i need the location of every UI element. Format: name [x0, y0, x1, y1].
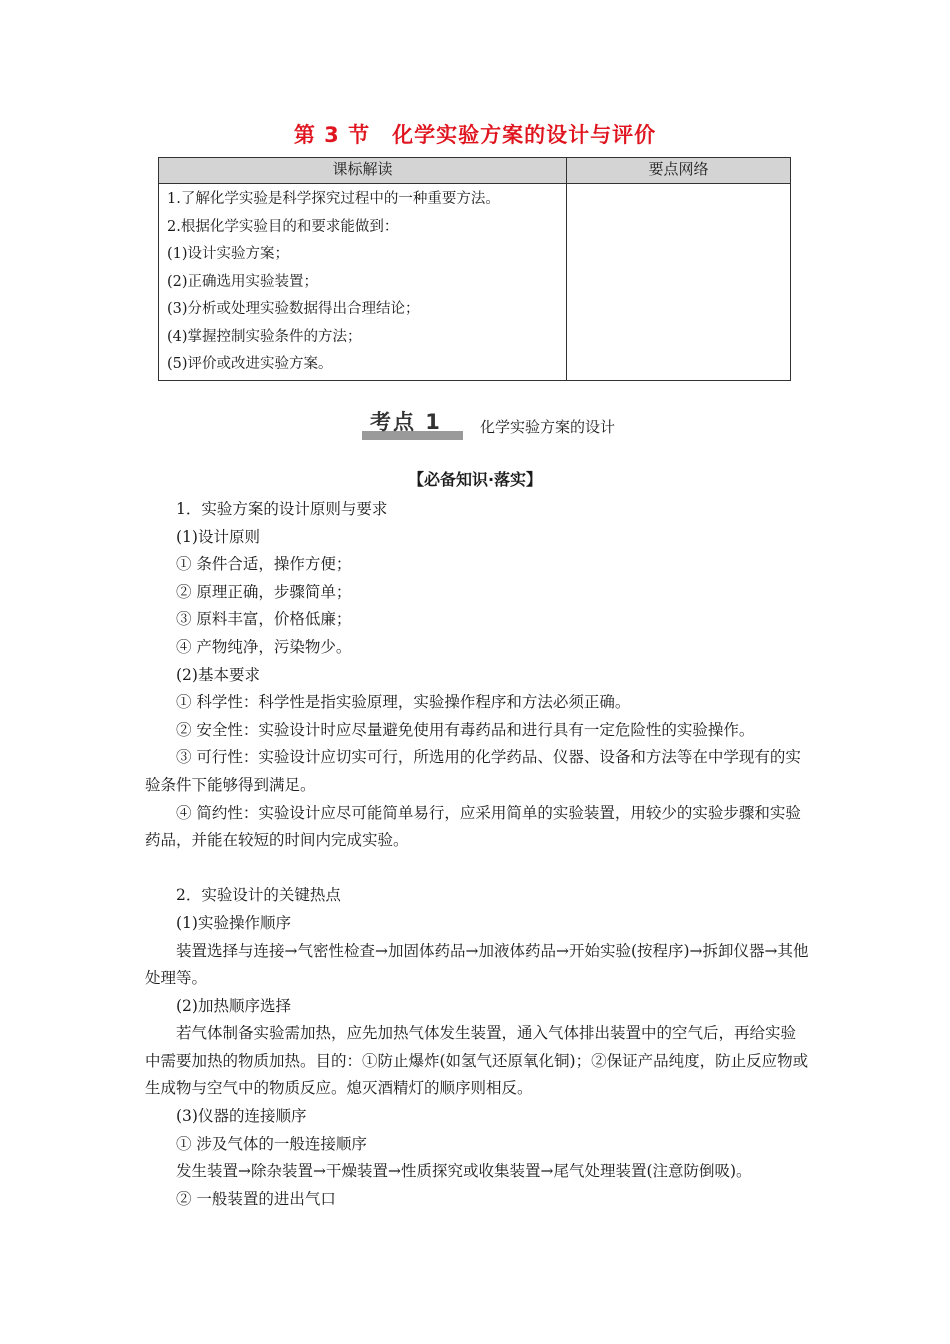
subheading: (2)基本要求	[176, 665, 260, 684]
curriculum-standards-table	[158, 157, 791, 381]
exam-point-badge-label: 考点 1	[370, 410, 442, 434]
list-item: ③ 原料丰富，价格低廉；	[176, 610, 352, 629]
list-item: ④ 产物纯净，污染物少。	[176, 637, 352, 656]
paragraph-gap	[145, 855, 809, 883]
list-item: ① 涉及气体的一般连接顺序	[176, 1134, 367, 1153]
subheading: (1)设计原则	[176, 527, 260, 546]
subheading: (3)仪器的连接顺序	[176, 1107, 307, 1126]
list-item: ② 原理正确，步骤简单；	[176, 582, 352, 601]
section-title: 第 3 节 化学实验方案的设计与评价	[293, 123, 657, 147]
paragraph: 若气体制备实验需加热，应先加热气体发生装置，通入气体排出装置中的空气后，再给实验中需要加热的物质加热。目的：①防止爆炸(如氢气还原氧化铜)；②保证产品纯度，防止反应物或生成物与空气中的物质反应。熄灭酒精灯的顺序则相反。	[145, 1024, 809, 1098]
standards-line: (3)分析或处理实验数据得出合理结论；	[167, 301, 420, 317]
list-item: ① 科学性：科学性是指实验原理，实验操作程序和方法必须正确。	[176, 693, 631, 712]
standards-line: 1.了解化学实验是科学探究过程中的一种重要方法。	[167, 191, 500, 207]
standards-line: (5)评价或改进实验方案。	[167, 356, 333, 372]
paragraph: 发生装置→除杂装置→干燥装置→性质探究或收集装置→尾气处理装置(注意防倒吸)。	[176, 1162, 752, 1181]
standards-line: (4)掌握控制实验条件的方法；	[167, 328, 362, 345]
standards-line: 2.根据化学实验目的和要求能做到：	[167, 218, 399, 235]
paragraph: 装置选择与连接→气密性检查→加固体药品→加液体药品→开始实验(按程序)→拆卸仪器→其他处理等。	[145, 941, 809, 988]
table-header-standards: 课标解读	[159, 158, 567, 184]
list-item: ① 条件合适，操作方便；	[176, 555, 352, 574]
table-header-row	[159, 158, 790, 184]
list-item: ② 一般装置的进出气口	[176, 1189, 336, 1208]
subheading: (1)实验操作顺序	[176, 913, 291, 932]
list-item: ② 安全性：实验设计时应尽量避免使用有毒药品和进行具有一定危险性的实验操作。	[176, 720, 755, 739]
heading-2: 2．实验设计的关键热点	[176, 886, 341, 905]
heading-1: 1．实验方案的设计原则与要求	[176, 500, 388, 518]
list-item: ③ 可行性：实验设计应切实可行，所选用的化学药品、仪器、设备和方法等在中学现有的实验条件下能够得到满足。	[145, 748, 801, 794]
exam-point-title: 化学实验方案的设计	[480, 418, 616, 436]
standards-line: (2)正确选用实验装置；	[167, 273, 319, 290]
body-content	[145, 496, 809, 1213]
list-item: ④ 简约性：实验设计应尽可能简单易行，应采用简单的实验装置，用较少的实验步骤和实验药品，并能在较短的时间内完成实验。	[145, 803, 801, 850]
subheading: (2)加热顺序选择	[176, 996, 291, 1015]
standards-cell	[159, 184, 567, 380]
table-header-key-points: 要点网络	[648, 160, 709, 178]
exam-point-badge	[362, 406, 463, 440]
knowledge-section-header: 【必备知识·落实】	[407, 470, 543, 489]
standards-line: (1)设计实验方案；	[167, 246, 290, 262]
